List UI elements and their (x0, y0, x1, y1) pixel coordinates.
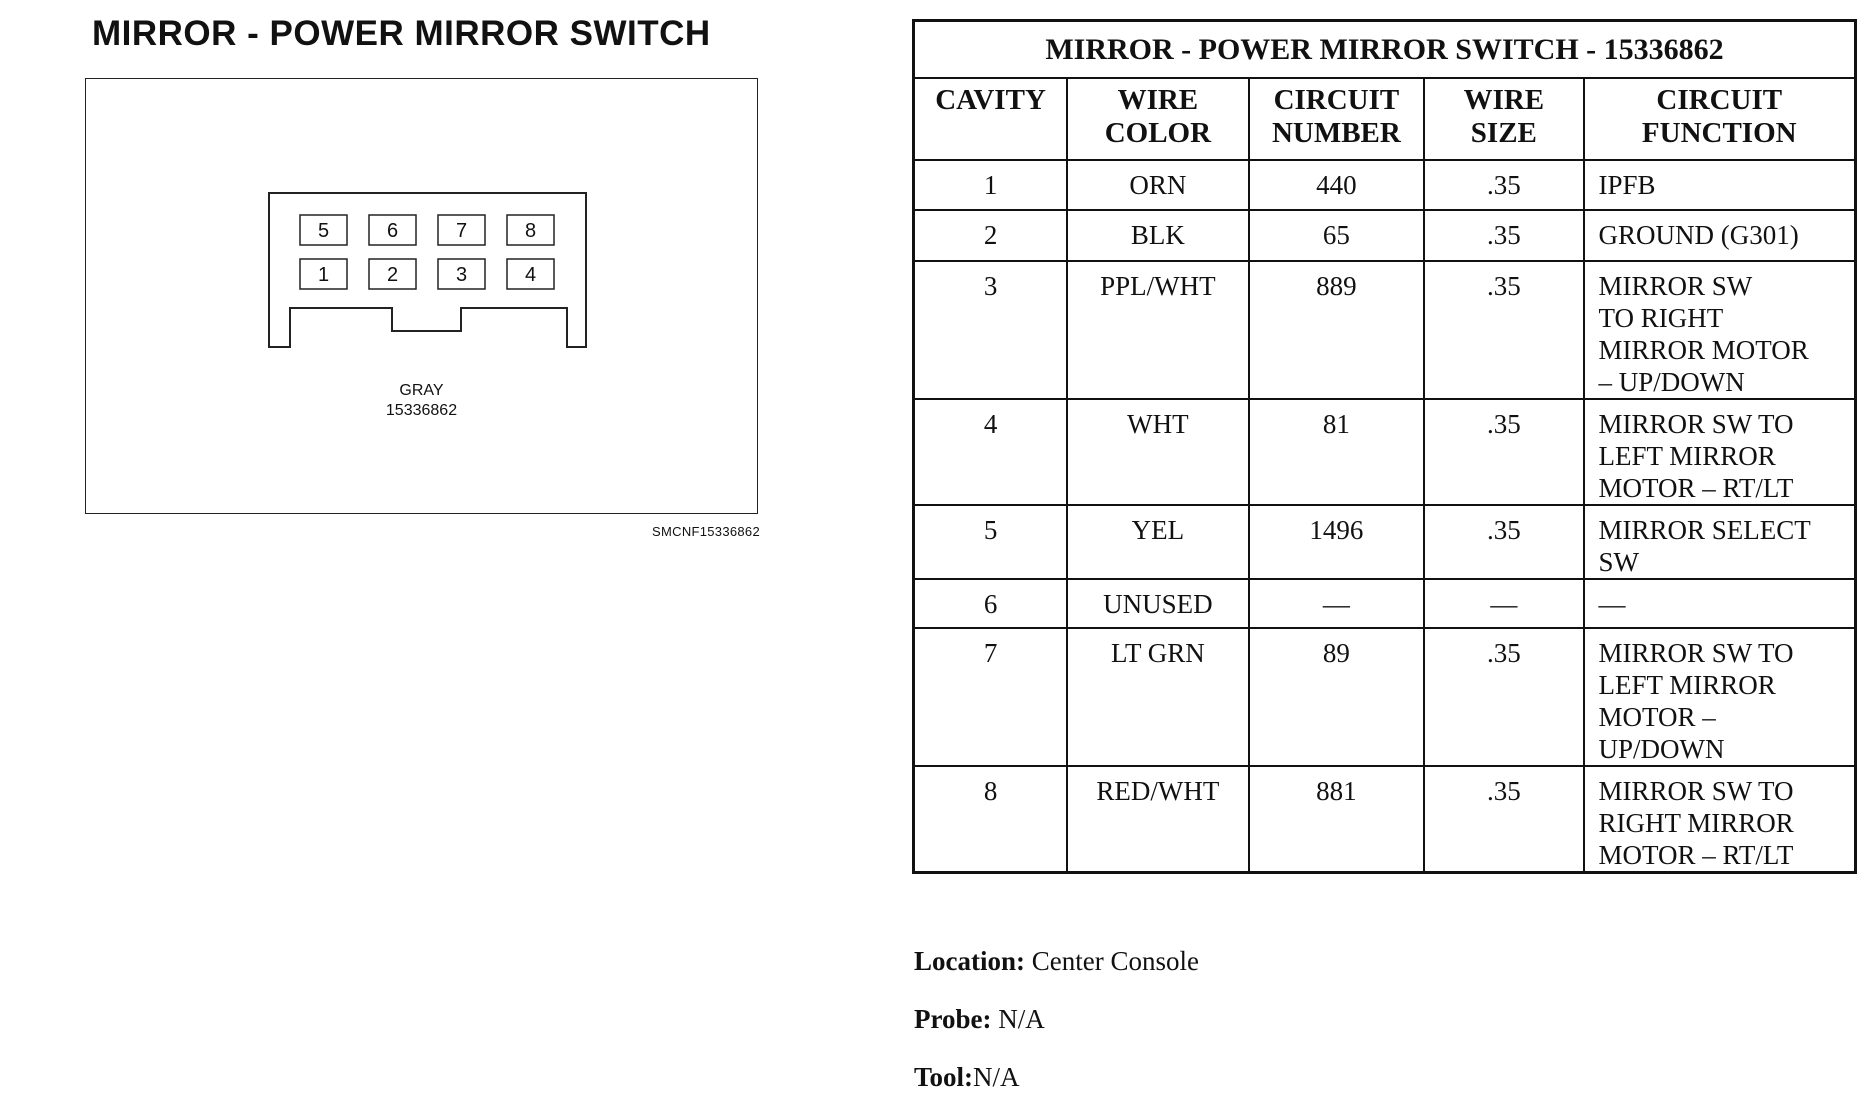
cell-wire-color: PPL/WHT (1067, 261, 1248, 399)
cell-function: MIRROR SW TO LEFT MIRROR MOTOR – RT/LT (1584, 399, 1856, 505)
cell-wire-color: RED/WHT (1067, 766, 1248, 873)
cell-circuit-number: 440 (1249, 160, 1425, 210)
location-line (914, 946, 1199, 977)
cell-function: MIRROR SELECT SW (1584, 505, 1856, 579)
location-value: Center Console (1031, 946, 1199, 976)
pinout-table (912, 19, 1857, 874)
cell-function: GROUND (G301) (1584, 210, 1856, 261)
cell-cavity: 8 (914, 766, 1068, 873)
connector-part-number: 15336862 (385, 402, 458, 419)
connector-pin-8 (507, 215, 554, 245)
connector-pins (300, 215, 554, 289)
connector-diagram-frame (85, 78, 758, 514)
cell-wire-color: UNUSED (1067, 579, 1248, 628)
cell-function: IPFB (1584, 160, 1856, 210)
cell-circuit-number: 889 (1249, 261, 1425, 399)
col-cavity-header: CAVITY (914, 78, 1068, 160)
cell-wire-size: .35 (1424, 505, 1583, 579)
table-row (914, 160, 1856, 210)
table-row (914, 261, 1856, 399)
connector-pin-6 (369, 215, 416, 245)
connector-pin-label: 8 (524, 220, 537, 242)
connector-pin-label: 4 (524, 264, 537, 286)
cell-cavity: 2 (914, 210, 1068, 261)
col-circuit-function-header: CIRCUIT FUNCTION (1584, 78, 1856, 160)
table-title: MIRROR - POWER MIRROR SWITCH - 15336862 (914, 21, 1856, 79)
connector-pin-label: 6 (386, 220, 399, 242)
cell-function: MIRROR SW TO LEFT MIRROR MOTOR – UP/DOWN (1584, 628, 1856, 766)
cell-cavity: 5 (914, 505, 1068, 579)
table-body (914, 160, 1856, 873)
location-label: Location: (914, 946, 1025, 976)
probe-label: Probe: (914, 1004, 992, 1034)
connector-info (86, 381, 757, 421)
diagram-title: MIRROR - POWER MIRROR SWITCH (92, 14, 711, 53)
tool-label: Tool: (914, 1062, 974, 1092)
connector-pin-7 (438, 215, 485, 245)
cell-cavity: 6 (914, 579, 1068, 628)
cell-circuit-number: 81 (1249, 399, 1425, 505)
connector-color-label: GRAY (399, 382, 444, 399)
cell-circuit-number: 65 (1249, 210, 1425, 261)
cell-circuit-number: 1496 (1249, 505, 1425, 579)
cell-cavity: 3 (914, 261, 1068, 399)
table-header-row (914, 78, 1856, 160)
cell-wire-color: YEL (1067, 505, 1248, 579)
cell-function: MIRROR SW TO RIGHT MIRROR MOTOR – RT/LT (1584, 766, 1856, 873)
probe-line (914, 1004, 1045, 1035)
cell-wire-size: .35 (1424, 399, 1583, 505)
connector-pin-label: 3 (455, 264, 468, 286)
tool-value: N/A (973, 1062, 1020, 1092)
connector-pin-label: 2 (386, 264, 399, 286)
table-row (914, 579, 1856, 628)
diagram-code: SMCNF15336862 (652, 524, 760, 539)
connector-pin-label: 5 (317, 220, 330, 242)
connector-pin-label: 7 (455, 220, 468, 242)
cell-wire-size: — (1424, 579, 1583, 628)
cell-wire-color: WHT (1067, 399, 1248, 505)
connector-face-drawing (86, 79, 756, 512)
cell-wire-color: LT GRN (1067, 628, 1248, 766)
cell-circuit-number: 881 (1249, 766, 1425, 873)
table-row (914, 210, 1856, 261)
cell-circuit-number: 89 (1249, 628, 1425, 766)
connector-housing-outline (269, 193, 586, 347)
col-wire-size-header: WIRE SIZE (1424, 78, 1583, 160)
cell-cavity: 1 (914, 160, 1068, 210)
table-row (914, 766, 1856, 873)
col-wire-color-header: WIRE COLOR (1067, 78, 1248, 160)
cell-wire-size: .35 (1424, 261, 1583, 399)
connector-pin-1 (300, 259, 347, 289)
table-row (914, 399, 1856, 505)
cell-wire-color: BLK (1067, 210, 1248, 261)
table-row (914, 505, 1856, 579)
col-circuit-number-header: CIRCUIT NUMBER (1249, 78, 1425, 160)
cell-wire-color: ORN (1067, 160, 1248, 210)
cell-wire-size: .35 (1424, 766, 1583, 873)
cell-circuit-number: — (1249, 579, 1425, 628)
cell-wire-size: .35 (1424, 628, 1583, 766)
cell-function: MIRROR SW TO RIGHT MIRROR MOTOR – UP/DOWN (1584, 261, 1856, 399)
table-row (914, 628, 1856, 766)
cell-cavity: 7 (914, 628, 1068, 766)
connector-pin-5 (300, 215, 347, 245)
cell-function: — (1584, 579, 1856, 628)
connector-pin-4 (507, 259, 554, 289)
cell-cavity: 4 (914, 399, 1068, 505)
tool-line (914, 1062, 1020, 1093)
connector-pin-label: 1 (317, 264, 330, 286)
probe-value: N/A (998, 1004, 1045, 1034)
cell-wire-size: .35 (1424, 210, 1583, 261)
connector-pin-3 (438, 259, 485, 289)
cell-wire-size: .35 (1424, 160, 1583, 210)
connector-pin-2 (369, 259, 416, 289)
